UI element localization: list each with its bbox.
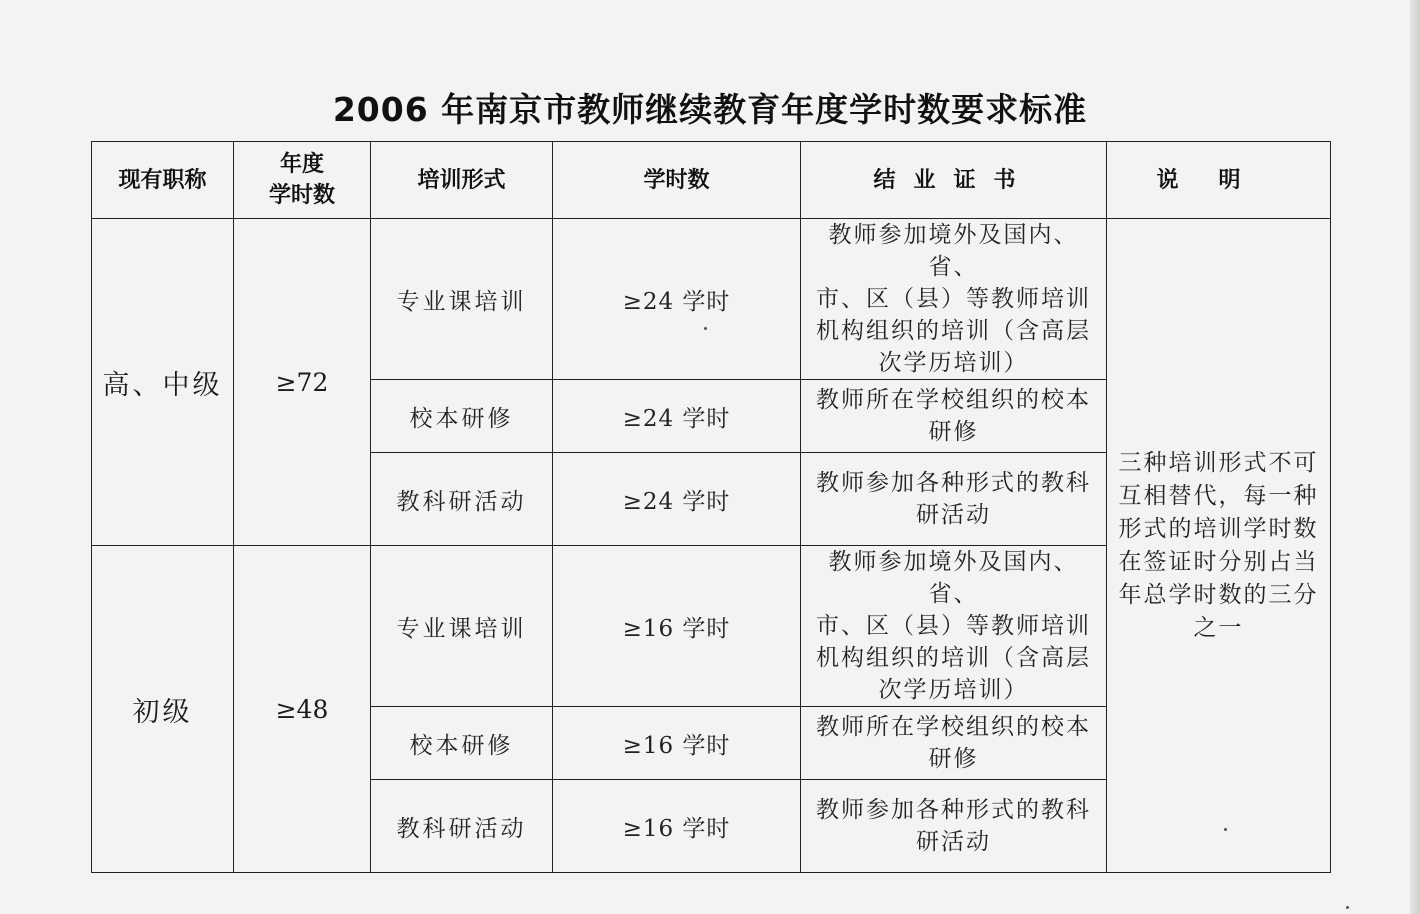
- annual-hours-cell: ≥48: [234, 546, 371, 873]
- certificate-cell: [801, 453, 1107, 546]
- note-line: 之一: [1193, 614, 1244, 641]
- rank-cell: 高、中级: [92, 219, 234, 546]
- header-hours: 学时数: [553, 142, 801, 219]
- annual-hours-cell: ≥72: [234, 219, 371, 546]
- note-line: 在签证时分别占当: [1118, 548, 1319, 575]
- hours-cell: ≥24 学时: [553, 380, 801, 453]
- header-annual-hours-line2: 学时数: [268, 183, 335, 208]
- certificate-line: 教师参加各种形式的教科: [816, 470, 1091, 496]
- header-note: 说明: [1107, 142, 1331, 219]
- training-form-cell: 校本研修: [371, 707, 553, 780]
- training-form-cell: 教科研活动: [371, 780, 553, 873]
- table-header-row: [92, 142, 1331, 219]
- scan-speck: [1346, 906, 1349, 909]
- note-line: 互相替代，每一种: [1118, 482, 1319, 509]
- training-form-cell: 教科研活动: [371, 453, 553, 546]
- note-cell: [1107, 219, 1331, 873]
- scan-edge: [1410, 0, 1420, 914]
- training-form-cell: 校本研修: [371, 380, 553, 453]
- certificate-line: 市、区（县）等教师培训: [816, 613, 1091, 639]
- certificate-line: 教师所在学校组织的校本: [816, 387, 1091, 413]
- header-annual-hours: [234, 142, 371, 219]
- certificate-cell: [801, 780, 1107, 873]
- hours-cell: ≥24 学时: [553, 453, 801, 546]
- certificate-cell: [801, 707, 1107, 780]
- certificate-line: 研修: [928, 746, 979, 772]
- certificate-line: 研活动: [916, 502, 991, 528]
- certificate-line: 教师参加境外及国内、省、: [828, 222, 1079, 280]
- hours-cell: ≥24 学时: [553, 219, 801, 380]
- note-line: 形式的培训学时数: [1118, 515, 1319, 542]
- standards-table: [91, 141, 1331, 873]
- certificate-line: 研活动: [916, 829, 991, 855]
- header-training-form: 培训形式: [371, 142, 553, 219]
- certificate-line: 研修: [928, 419, 979, 445]
- header-annual-hours-line1: 年度: [279, 152, 324, 177]
- certificate-line: 机构组织的培训（含高层: [816, 318, 1091, 344]
- hours-cell: ≥16 学时: [553, 546, 801, 707]
- header-certificate: 结业证书: [801, 142, 1107, 219]
- certificate-line: 次学历培训）: [878, 677, 1029, 703]
- certificate-cell: [801, 380, 1107, 453]
- hours-cell: ≥16 学时: [553, 707, 801, 780]
- certificate-line: 机构组织的培训（含高层: [816, 645, 1091, 671]
- certificate-line: 教师参加境外及国内、省、: [828, 549, 1079, 607]
- certificate-line: 教师所在学校组织的校本: [816, 714, 1091, 740]
- header-rank: 现有职称: [92, 142, 234, 219]
- certificate-line: 次学历培训）: [878, 350, 1029, 376]
- table-row: [92, 219, 1331, 380]
- note-line: 年总学时数的三分: [1118, 581, 1319, 608]
- certificate-cell: [801, 219, 1107, 380]
- note-line: 三种培训形式不可: [1118, 449, 1319, 476]
- rank-cell: 初级: [92, 546, 234, 873]
- training-form-cell: 专业课培训: [371, 219, 553, 380]
- document-title: 2006 年南京市教师继续教育年度学时数要求标准: [332, 90, 1088, 129]
- certificate-line: 市、区（县）等教师培训: [816, 286, 1091, 312]
- certificate-line: 教师参加各种形式的教科: [816, 797, 1091, 823]
- training-form-cell: 专业课培训: [371, 546, 553, 707]
- certificate-cell: [801, 546, 1107, 707]
- hours-cell: ≥16 学时: [553, 780, 801, 873]
